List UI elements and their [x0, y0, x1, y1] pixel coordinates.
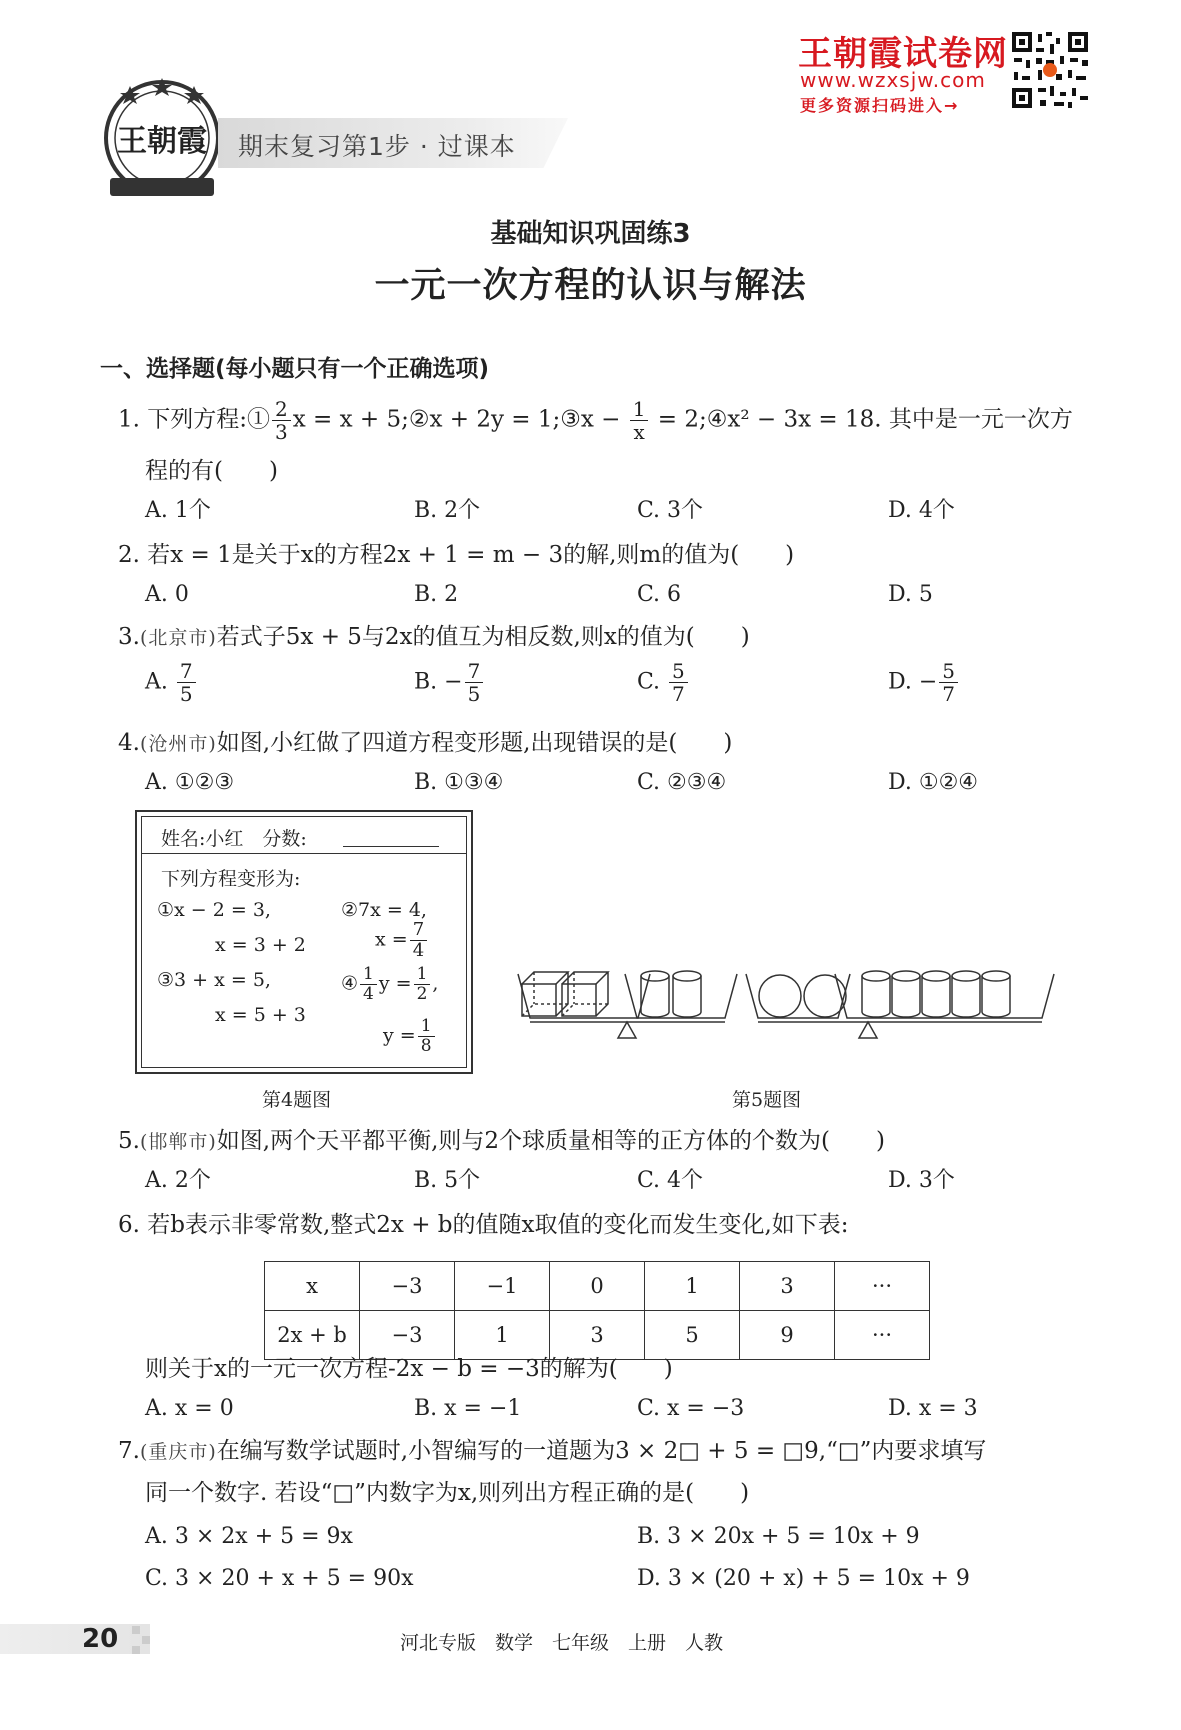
page-number: 20: [82, 1624, 119, 1654]
q2-option-d[interactable]: D. 5: [888, 582, 933, 607]
fig4-eq1a: ①x − 2 = 3,: [157, 899, 271, 921]
q4-option-b[interactable]: B. ①③④: [414, 770, 504, 795]
table-cell: 3: [550, 1311, 645, 1360]
q1-option-c[interactable]: C. 3个: [637, 498, 704, 523]
q3-option-b[interactable]: B. − $\frac{7}{5}$: [414, 660, 485, 705]
table-cell: 1: [455, 1311, 550, 1360]
q7-option-b[interactable]: B. 3 × 20x + 5 = 10x + 9: [637, 1524, 920, 1549]
table-cell: 3: [740, 1262, 835, 1311]
table-cell: 1: [645, 1262, 740, 1311]
q2-option-c[interactable]: C. 6: [637, 582, 682, 607]
question-7: 7.(重庆市)在编写数学试题时,小智编写的一道题为3 × 2□ + 5 = □9,“□”内要求填写: [118, 1438, 987, 1464]
q4-option-c[interactable]: C. ②③④: [637, 770, 727, 795]
q6-option-a[interactable]: A. x = 0: [145, 1396, 234, 1421]
q5-option-c[interactable]: C. 4个: [637, 1168, 704, 1193]
q1-option-b[interactable]: B. 2个: [414, 498, 481, 523]
table-cell: −3: [360, 1311, 455, 1360]
q3-option-d[interactable]: D. − $\frac{5}{7}$: [888, 660, 960, 705]
q2-option-b[interactable]: B. 2: [414, 582, 459, 607]
figure-4-caption: 第4题图: [262, 1089, 332, 1111]
q3-option-a[interactable]: A. $\frac{7}{5}$: [145, 660, 198, 705]
fig4-eq3a: ③3 + x = 5,: [157, 969, 271, 991]
question-7-line2: 同一个数字. 若设“□”内数字为x,则列出方程正确的是( ): [145, 1480, 750, 1506]
question-2: 2. 若x = 1是关于x的方程2x + 1 = m − 3的解,则m的值为( ): [118, 542, 795, 568]
fig4-eq1b: x = 3 + 2: [215, 934, 306, 956]
site-url[interactable]: www.wzxsjw.com: [800, 68, 986, 92]
table-cell: 0: [550, 1262, 645, 1311]
footer-squares: [132, 1626, 150, 1654]
fig4-score-line: [343, 846, 439, 847]
q5-option-b[interactable]: B. 5个: [414, 1168, 481, 1193]
figure-5-caption: 第5题图: [732, 1089, 802, 1111]
brand-badge-text: 王朝霞: [117, 124, 207, 159]
site-hint: 更多资源扫码进入→: [800, 96, 960, 115]
q6-option-b[interactable]: B. x = −1: [414, 1396, 522, 1421]
question-6: 6. 若b表示非零常数,整式2x + b的值随x取值的变化而发生变化,如下表:: [118, 1212, 849, 1238]
fig4-name-label: 姓名:小红 分数:: [161, 828, 307, 850]
subtitle: 基础知识巩固练3: [490, 219, 691, 249]
table-cell: 2x + b: [265, 1311, 360, 1360]
figure-4-card: [135, 810, 473, 1074]
q3-option-c[interactable]: C. $\frac{5}{7}$: [637, 660, 690, 705]
fig4-eq2b: x = $\frac{7}{4}$: [375, 920, 429, 961]
question-1: 1. 下列方程:① $\frac{2}{3}$ x = x + 5;②x + 2y = 1;③x − $\frac{1}{x}$ = 2;④x² − 3x = 18. 其中是一元一次方: [118, 397, 1073, 444]
q7-option-a[interactable]: A. 3 × 2x + 5 = 9x: [145, 1524, 353, 1549]
table-cell: −1: [455, 1262, 550, 1311]
section-heading: 一、选择题(每小题只有一个正确选项): [100, 356, 490, 382]
q2-option-a[interactable]: A. 0: [145, 582, 189, 607]
table-cell: −3: [360, 1262, 455, 1311]
q6-option-c[interactable]: C. x = −3: [637, 1396, 745, 1421]
q7-option-c[interactable]: C. 3 × 20 + x + 5 = 90x: [145, 1566, 414, 1591]
table-cell: x: [265, 1262, 360, 1311]
page-title: 一元一次方程的认识与解法: [374, 266, 807, 306]
q4-option-a[interactable]: A. ①②③: [145, 770, 235, 795]
fig4-eq4a: ④ $\frac{1}{4}$ y = $\frac{1}{2}$ ,: [341, 964, 439, 1004]
question-1-line2: 程的有( ): [145, 458, 278, 484]
question-6-after: 则关于x的一元一次方程-2x − b = −3的解为( ): [145, 1356, 673, 1382]
table-cell: 5: [645, 1311, 740, 1360]
table-row: [265, 1262, 930, 1311]
site-name[interactable]: 王朝霞试卷网: [798, 34, 1008, 74]
footer-bar: [0, 1624, 150, 1654]
footer-info: 河北专版 数学 七年级 上册 人教: [400, 1632, 724, 1654]
q5-option-a[interactable]: A. 2个: [145, 1168, 211, 1193]
q1-option-a[interactable]: A. 1个: [145, 498, 211, 523]
question-5: 5.(邯郸市)如图,两个天平都平衡,则与2个球质量相等的正方体的个数为( ): [118, 1128, 885, 1154]
qr-code-icon[interactable]: [1010, 30, 1090, 110]
question-4: 4.(沧州市)如图,小红做了四道方程变形题,出现错误的是( ): [118, 730, 733, 756]
q1-option-d[interactable]: D. 4个: [888, 498, 955, 523]
table-cell: ···: [835, 1262, 930, 1311]
fig4-eq4b: y = $\frac{1}{8}$: [383, 1017, 437, 1056]
brand-badge: [100, 78, 225, 203]
q6-option-d[interactable]: D. x = 3: [888, 1396, 978, 1421]
question-3: 3.(北京市)若式子5x + 5与2x的值互为相反数,则x的值为( ): [118, 624, 750, 650]
figure-5-balances: [500, 960, 1060, 1060]
fig4-eq2a: ②7x = 4,: [341, 899, 427, 921]
banner-text: 期末复习第1步 · 过课本: [238, 132, 516, 161]
table-cell: 9: [740, 1311, 835, 1360]
q5-option-d[interactable]: D. 3个: [888, 1168, 955, 1193]
q7-option-d[interactable]: D. 3 × (20 + x) + 5 = 10x + 9: [637, 1566, 970, 1591]
q4-option-d[interactable]: D. ①②④: [888, 770, 979, 795]
fig4-eq3b: x = 5 + 3: [215, 1004, 306, 1026]
value-table: [264, 1261, 930, 1360]
table-cell: ···: [835, 1311, 930, 1360]
fig4-intro: 下列方程变形为:: [161, 868, 301, 890]
